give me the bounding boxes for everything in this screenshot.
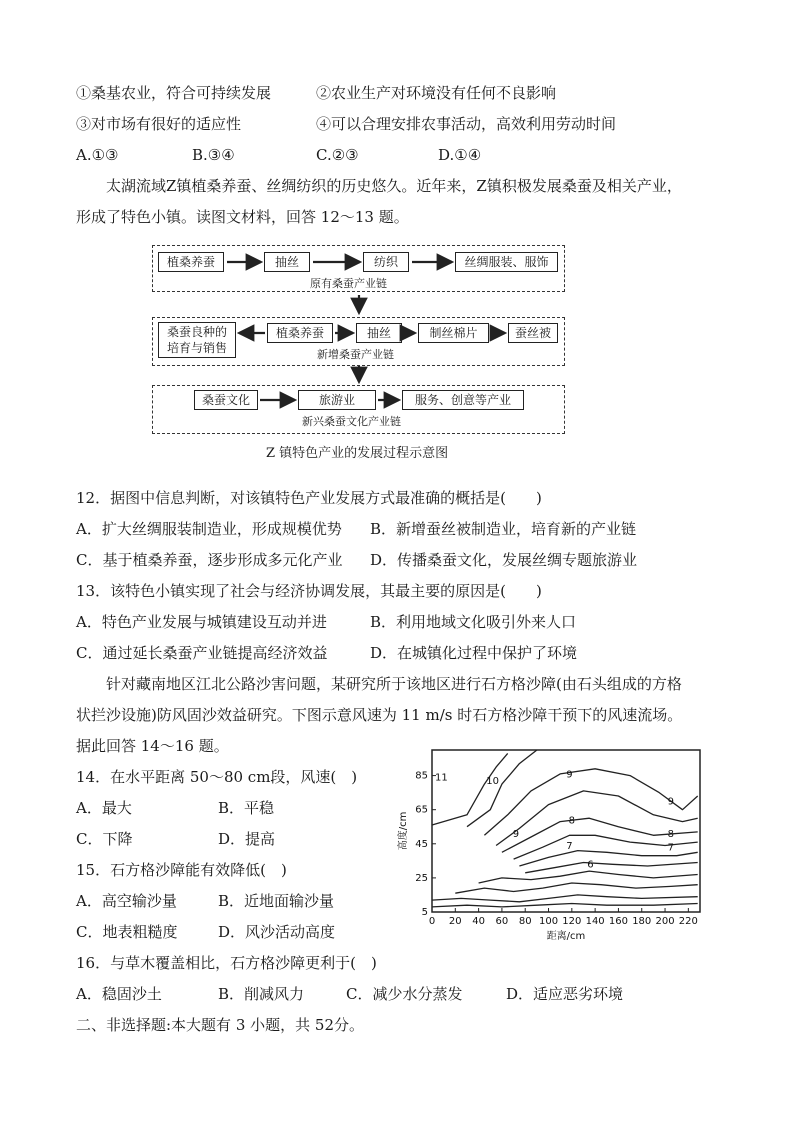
q11-statement-1: ①桑基农业，符合可持续发展	[76, 84, 272, 102]
passage-z-town-line2: 形成了特色小镇。读图文材料，回答 12～13 题。	[76, 208, 409, 226]
contour-line-6b	[455, 883, 697, 893]
q12-stem: 12．据图中信息判断，对该镇特色产业发展方式最准确的概括是( )	[76, 489, 542, 507]
contour-line-9	[484, 769, 697, 836]
q13-option-d[interactable]: D．在城镇化过程中保护了环境	[370, 644, 578, 662]
culture-chain-caption: 新兴桑蚕文化产业链	[302, 415, 401, 428]
q12-option-a[interactable]: A．扩大丝绸服装制造业，形成规模优势	[76, 520, 342, 538]
x-tick-label-5: 100	[538, 916, 559, 927]
y-tick-label-4: 85	[415, 770, 428, 782]
contour-line-6	[479, 871, 698, 883]
q12-option-b[interactable]: B．新增蚕丝被制造业，培育新的产业链	[370, 520, 637, 538]
passage-z-town-line1: 太湖流域Z镇植桑养蚕、丝绸纺织的历史悠久。近年来，Z镇积极发展桑蚕及相关产业，	[106, 177, 682, 195]
y-axis-label: 高度/cm	[398, 811, 409, 851]
q11-statement-3: ③对市场有很好的适应性	[76, 115, 242, 133]
q13-stem: 13．该特色小镇实现了社会与经济协调发展，其最主要的原因是( )	[76, 582, 542, 600]
x-tick-label-3: 60	[495, 916, 509, 927]
q14-option-b[interactable]: B．平稳	[218, 799, 275, 817]
flow-box-silk-quilt: 蚕丝被	[508, 323, 558, 343]
y-tick-label-0: 5	[421, 907, 428, 918]
q11-option-d[interactable]: D.①④	[438, 146, 482, 164]
x-tick-label-10: 200	[655, 916, 675, 927]
flow-box-reel-silk: 抽丝	[264, 252, 310, 272]
flow-box-silk-culture: 桑蚕文化	[194, 390, 258, 410]
x-tick-label-7: 140	[585, 916, 605, 927]
q11-statement-4: ④可以合理安排农事活动，高效利用劳动时间	[316, 115, 617, 133]
q16-option-c[interactable]: C．减少水分蒸发	[346, 985, 463, 1003]
flow-box-breeding-sales-line2: 培育与销售	[166, 341, 227, 355]
q12-option-d[interactable]: D．传播桑蚕文化，发展丝绸专题旅游业	[370, 551, 638, 569]
flow-box-services-creative: 服务、创意等产业	[402, 390, 524, 410]
y-tick-label-2: 45	[415, 838, 428, 850]
contour-label-1: 10	[486, 776, 499, 788]
section2-heading: 二、非选择题:本大题有 3 小题，共 52分。	[76, 1016, 364, 1034]
flowchart-arrows	[152, 245, 567, 435]
wind-speed-contour-chart	[392, 745, 712, 945]
q15-option-d[interactable]: D．风沙活动高度	[218, 923, 336, 941]
contour-line-11	[432, 753, 508, 825]
q13-option-c[interactable]: C．通过延长桑蚕产业链提高经济效益	[76, 644, 328, 662]
q11-option-c[interactable]: C.②③	[316, 146, 359, 164]
q13-option-b[interactable]: B．利用地域文化吸引外来人口	[370, 613, 577, 631]
flowchart-title: Z 镇特色产业的发展过程示意图	[266, 446, 449, 461]
contour-label-9: 6	[587, 859, 594, 871]
new-chain-caption: 新增桑蚕产业链	[317, 348, 394, 361]
contour-label-3: 9	[667, 796, 675, 808]
industry-flowchart	[152, 245, 567, 435]
contour-line-4	[432, 904, 698, 907]
contour-label-8: 7	[667, 842, 675, 854]
x-axis-label: 距离/cm	[546, 931, 586, 942]
q11-statement-2: ②农业生产对环境没有任何不良影响	[316, 84, 557, 102]
contour-label-6: 9	[512, 828, 520, 840]
x-tick-label-2: 40	[472, 916, 485, 927]
contour-label-4: 8	[568, 815, 576, 827]
q14-option-a[interactable]: A．最大	[76, 799, 132, 817]
contour-label-0: 11	[434, 772, 448, 784]
x-tick-label-0: 0	[428, 916, 436, 927]
q15-option-c[interactable]: C．地表粗糙度	[76, 923, 178, 941]
q16-option-a[interactable]: A．稳固沙土	[76, 985, 162, 1003]
q15-option-b[interactable]: B．近地面输沙量	[218, 892, 335, 910]
q15-stem: 15．石方格沙障能有效降低( )	[76, 861, 287, 879]
original-chain-caption: 原有桑蚕产业链	[310, 277, 387, 290]
flow-box-breeding-sales-line1: 桑蚕良种的	[166, 325, 227, 339]
q13-option-a[interactable]: A．特色产业发展与城镇建设互动并进	[76, 613, 327, 631]
contour-label-5: 8	[667, 828, 675, 840]
q14-option-d[interactable]: D．提高	[218, 830, 276, 848]
q16-option-d[interactable]: D．适应恶劣环境	[506, 985, 624, 1003]
flow-box-plant-mulberry-new: 植桑养蚕	[267, 323, 333, 343]
contour-line-5	[432, 895, 698, 902]
contour-line-10	[467, 750, 537, 827]
x-tick-label-4: 80	[518, 916, 532, 927]
q12-option-c[interactable]: C．基于植桑养蚕，逐步形成多元化产业	[76, 551, 343, 569]
q16-option-b[interactable]: B．削减风力	[218, 985, 305, 1003]
flow-box-reel-silk-new: 抽丝	[356, 323, 402, 343]
y-tick-label-3: 65	[415, 804, 428, 816]
x-tick-label-9: 180	[632, 916, 652, 927]
contour-label-7: 7	[566, 840, 573, 852]
contour-line-7b	[525, 863, 698, 873]
q11-option-a[interactable]: A.①③	[76, 146, 119, 164]
q14-stem: 14．在水平距离 50～80 cm段，风速( )	[76, 768, 358, 786]
flow-box-tourism: 旅游业	[298, 390, 376, 410]
passage-sand-line1: 针对藏南地区江北公路沙害问题，某研究所于该地区进行石方格沙障(由石头组成的方格	[106, 675, 682, 693]
q16-stem: 16．与草木覆盖相比，石方格沙障更利于( )	[76, 954, 377, 972]
flow-box-silk-apparel: 丝绸服装、服饰	[455, 252, 558, 272]
x-tick-label-1: 20	[448, 916, 462, 927]
x-tick-label-6: 120	[562, 916, 582, 927]
q14-option-c[interactable]: C．下降	[76, 830, 133, 848]
flow-box-plant-mulberry: 植桑养蚕	[158, 252, 224, 272]
y-tick-label-1: 25	[415, 872, 428, 884]
passage-sand-line2: 状拦沙设施)防风固沙效益研究。下图示意风速为 11 m/s 时石方格沙障干预下的风速流场。	[76, 706, 683, 724]
passage-sand-line3: 据此回答 14～16 题。	[76, 737, 229, 755]
q15-option-a[interactable]: A．高空输沙量	[76, 892, 177, 910]
contour-label-2: 9	[566, 769, 573, 781]
x-tick-label-11: 220	[678, 916, 698, 927]
x-tick-label-8: 160	[608, 916, 628, 927]
q11-option-b[interactable]: B.③④	[192, 146, 235, 164]
flow-box-silk-sheet: 制丝棉片	[418, 323, 489, 343]
flow-box-weave: 纺织	[363, 252, 409, 272]
